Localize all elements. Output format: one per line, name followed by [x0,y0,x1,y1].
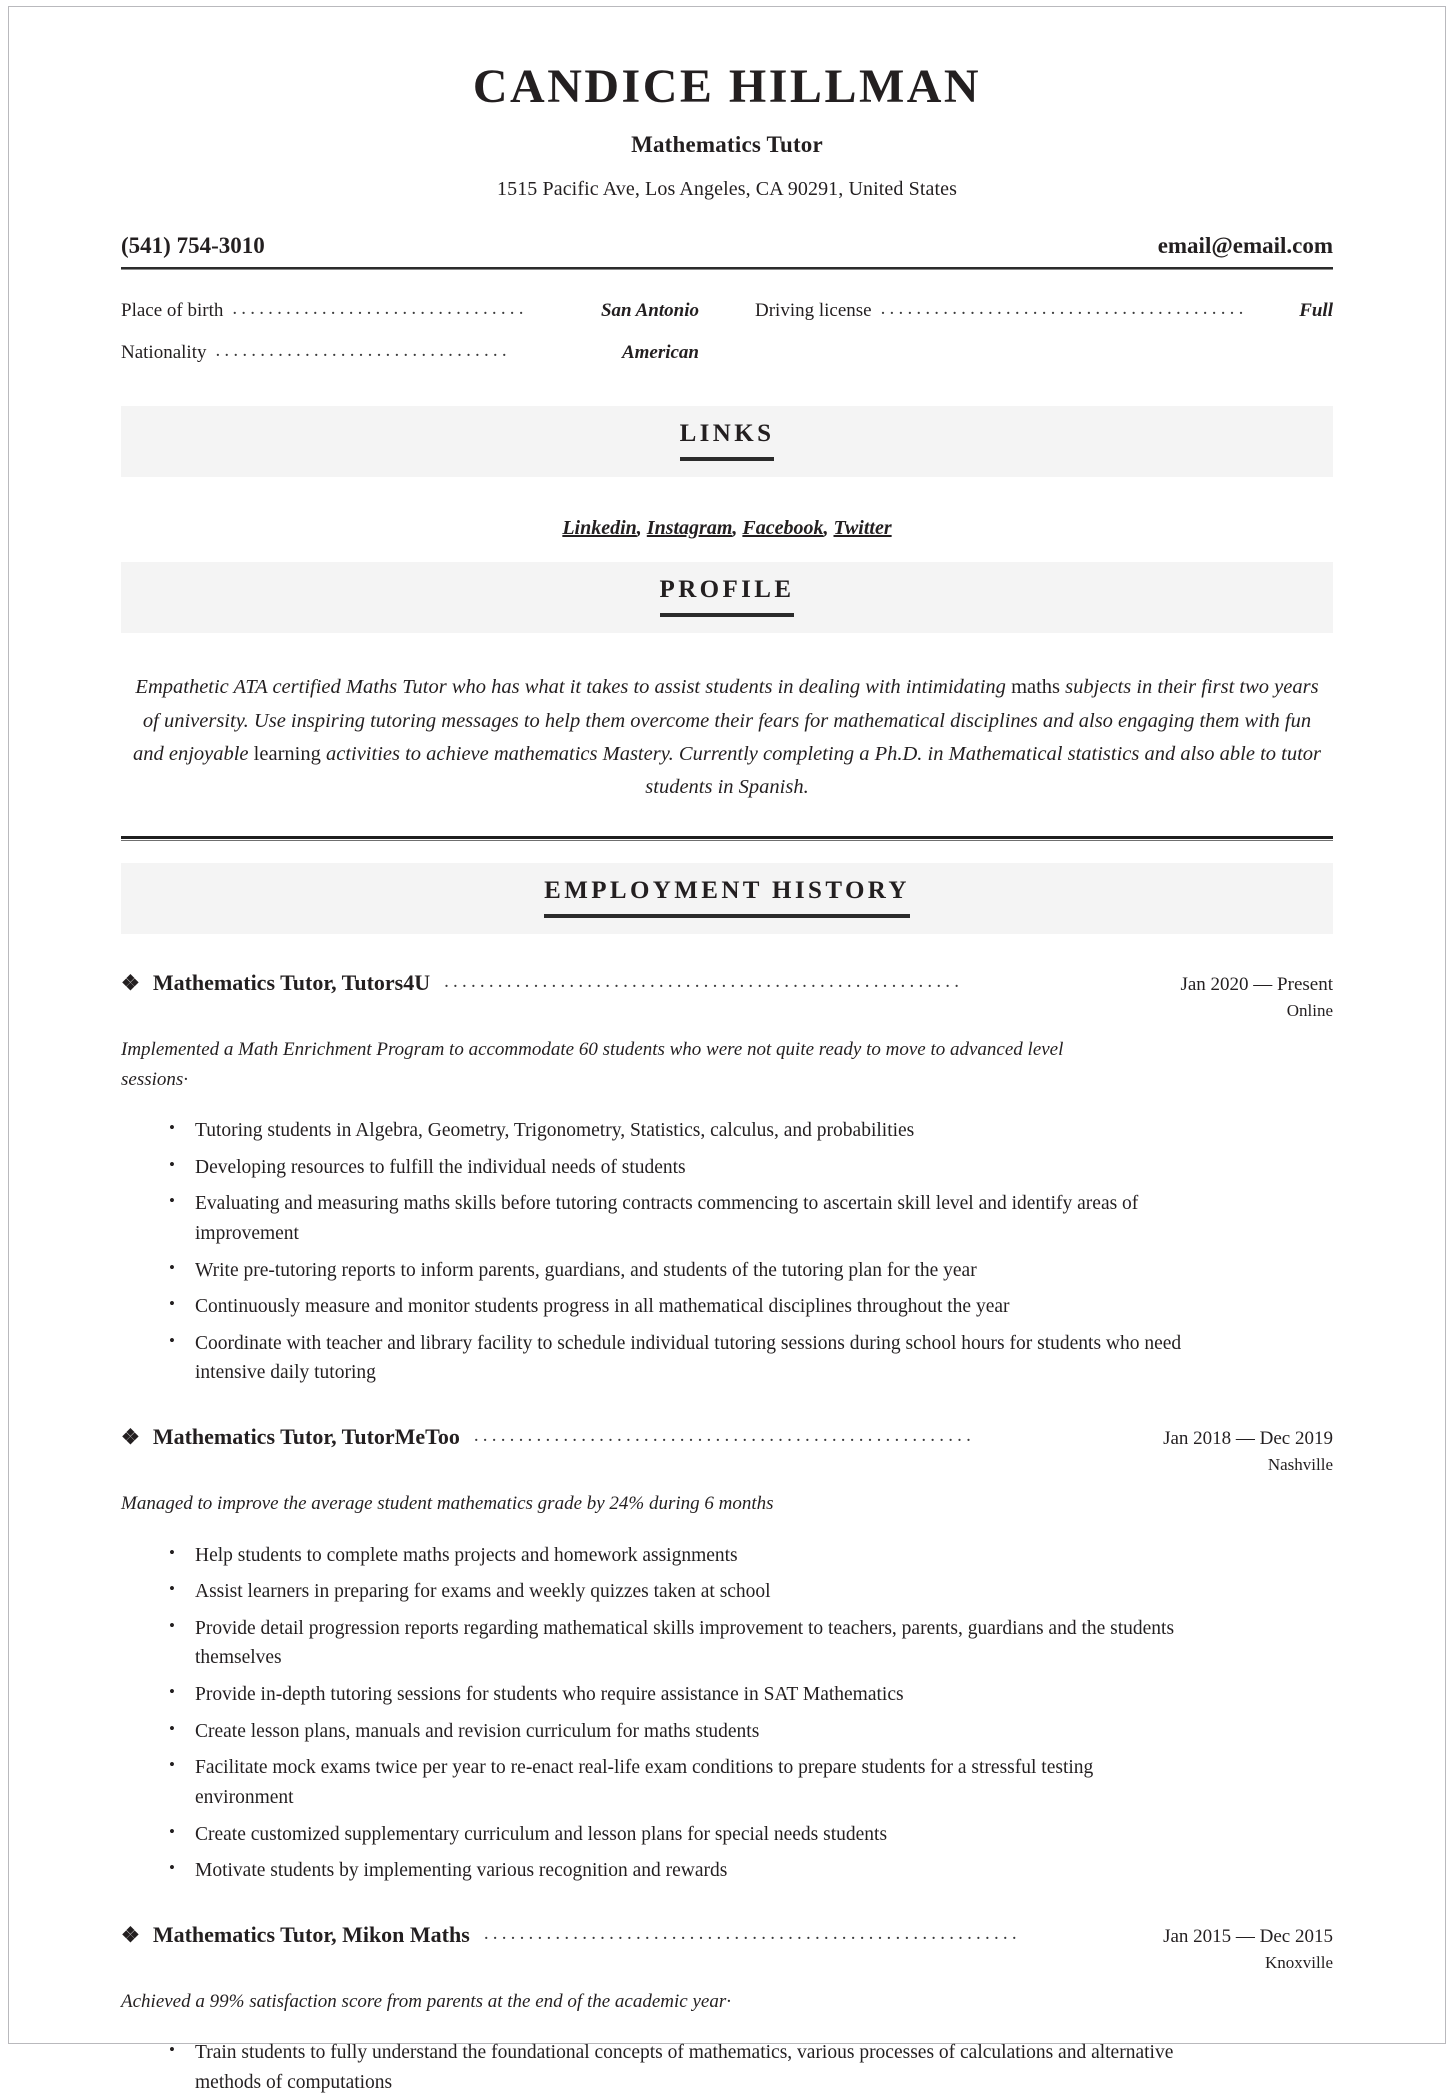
employment-list [121,970,1333,2097]
employment-entry-header [121,1922,1333,1948]
leader-dots: ............................................................ [483,1922,1021,1944]
page-title: CANDICE HILLMAN [472,60,982,113]
leader-dots: ......................................... [880,298,1248,320]
links-heading-text: LINKS [680,420,775,461]
section-heading-employment [121,863,1333,934]
employment-entry [121,1424,1333,1886]
profile-heading-text: PROFILE [660,576,795,617]
employment-job-title: Mathematics Tutor, Mikon Maths [152,1921,470,1947]
link-separator: , [823,517,834,540]
detail-row [755,300,1333,322]
employment-bullet-list [121,1116,1333,1388]
employment-dates: Jan 2020 — Present [1180,974,1333,996]
profile-paragraph [121,671,1333,804]
link-instagram[interactable]: Instagram [646,517,733,540]
link-twitter[interactable]: Twitter [833,517,892,540]
details-section [121,300,1333,384]
employment-dates: Jan 2015 — Dec 2015 [1163,1925,1333,1947]
list-item: • Create customized supplementary curriculum and lesson plans for special needs students [169,1820,1195,1850]
employment-summary: Achieved a 99% satisfaction score from parents at the end of the academic year· [121,1990,731,2012]
details-column-left [121,300,699,384]
link-facebook[interactable]: Facebook [742,517,824,540]
header-address: 1515 Pacific Ave, Los Angeles, CA 90291, United States [497,178,957,201]
resume-header [121,62,1333,270]
section-heading-profile [121,562,1333,633]
link-separator: , [636,517,647,540]
list-item: • Coordinate with teacher and library facility to schedule individual tutoring sessions during school hours for students who need intensive daily tutoring [169,1329,1195,1388]
detail-row [121,342,699,364]
detail-value: American [621,342,699,364]
phone-number: (541) 754-3010 [121,233,265,259]
profile-text-run-4: activities to achieve mathematics Mastery. Currently completing a Ph.D. in Mathematical statistics and also able to tutor students in Spanish. [325,742,1322,798]
detail-label: Driving license [755,300,872,322]
employment-entry [121,1922,1333,2097]
section-heading-links [121,406,1333,477]
employment-entry [121,970,1333,1388]
list-item: • Assist learners in preparing for exams and weekly quizzes taken at school [169,1577,1195,1607]
employment-location: Online [1286,1001,1333,1021]
links-list [121,517,1333,540]
employment-heading-text: EMPLOYMENT HISTORY [544,877,910,918]
list-item: • Provide detail progression reports regarding mathematical skills improvement to teachers, parents, guardians and the students themselves [169,1614,1195,1673]
list-item: • Evaluating and measuring maths skills before tutoring contracts commencing to ascertain skill level and identify areas of improvement [169,1189,1195,1248]
profile-text-run-2: subjects in their first two years of university. Use inspiring tutoring messages to help them overcome their fears for mathematical disciplines and also engaging them with fun and enjoyable [132,676,1319,765]
resume-page [8,6,1446,2093]
clover-bullet-icon: ❖ [121,1425,140,1450]
list-item: • Continuously measure and monitor students progress in all mathematical disciplines throughout the year [169,1292,1195,1322]
list-item: • Create lesson plans, manuals and revision curriculum for maths students [169,1717,1195,1747]
detail-value: San Antonio [600,300,699,322]
profile-divider [121,836,1333,841]
leader-dots: ........................................................ [473,1425,976,1447]
details-column-right [755,300,1333,384]
list-item: • Provide in-depth tutoring sessions for students who require assistance in SAT Mathematics [169,1680,1195,1710]
list-item: • Train students to fully understand the foundational concepts of mathematics, various processes of calculations and alternative methods of computations [169,2038,1195,2097]
employment-dates: Jan 2018 — Dec 2019 [1163,1428,1333,1450]
employment-bullet-list [121,2038,1333,2097]
detail-value: Full [1299,300,1333,322]
profile-text-run-3: learning [253,742,326,765]
employment-location: Knoxville [1265,1952,1333,1972]
list-item: • Tutoring students in Algebra, Geometry, Trigonometry, Statistics, calculus, and probabilities [169,1116,1195,1146]
leader-dots: ................................. [232,298,528,320]
link-separator: , [732,517,743,540]
employment-entry-header [121,970,1333,996]
email-address: email@email.com [1157,233,1333,259]
clover-bullet-icon: ❖ [121,1922,140,1947]
leader-dots: ................................. [215,340,511,362]
detail-label: Nationality [121,342,207,364]
employment-summary: Implemented a Math Enrichment Program to accommodate 60 students who were not quite ready to move to advanced level sessions· [121,1039,1064,1090]
employment-bullet-list [121,1541,1333,1886]
detail-row [121,300,699,322]
header-job-title: Mathematics Tutor [631,132,823,158]
employment-entry-header [121,1424,1333,1450]
list-item: • Motivate students by implementing various recognition and rewards [169,1856,1195,1886]
profile-text-run-0: Empathetic ATA certified Maths Tutor who has what it takes to assist students in dealing with intimidating [135,676,1012,699]
leader-dots: .......................................................... [444,971,964,993]
employment-location: Nashville [1267,1455,1333,1475]
link-linkedin[interactable]: Linkedin [562,517,637,540]
contact-row [121,233,1333,259]
employment-job-title: Mathematics Tutor, TutorMeToo [152,1424,460,1450]
clover-bullet-icon: ❖ [121,971,140,996]
employment-job-title: Mathematics Tutor, Tutors4U [152,970,431,996]
detail-label: Place of birth [121,300,224,322]
list-item: • Developing resources to fulfill the individual needs of students [169,1153,1195,1183]
list-item: • Help students to complete maths projects and homework assignments [169,1541,1195,1571]
list-item: • Facilitate mock exams twice per year to re-enact real-life exam conditions to prepare students for a stressful testing environment [169,1753,1195,1812]
employment-summary: Managed to improve the average student mathematics grade by 24% during 6 months [121,1493,774,1515]
profile-text-run-1: maths [1011,676,1066,699]
list-item: • Write pre-tutoring reports to inform parents, guardians, and students of the tutoring plan for the year [169,1256,1195,1286]
header-divider [121,267,1333,270]
